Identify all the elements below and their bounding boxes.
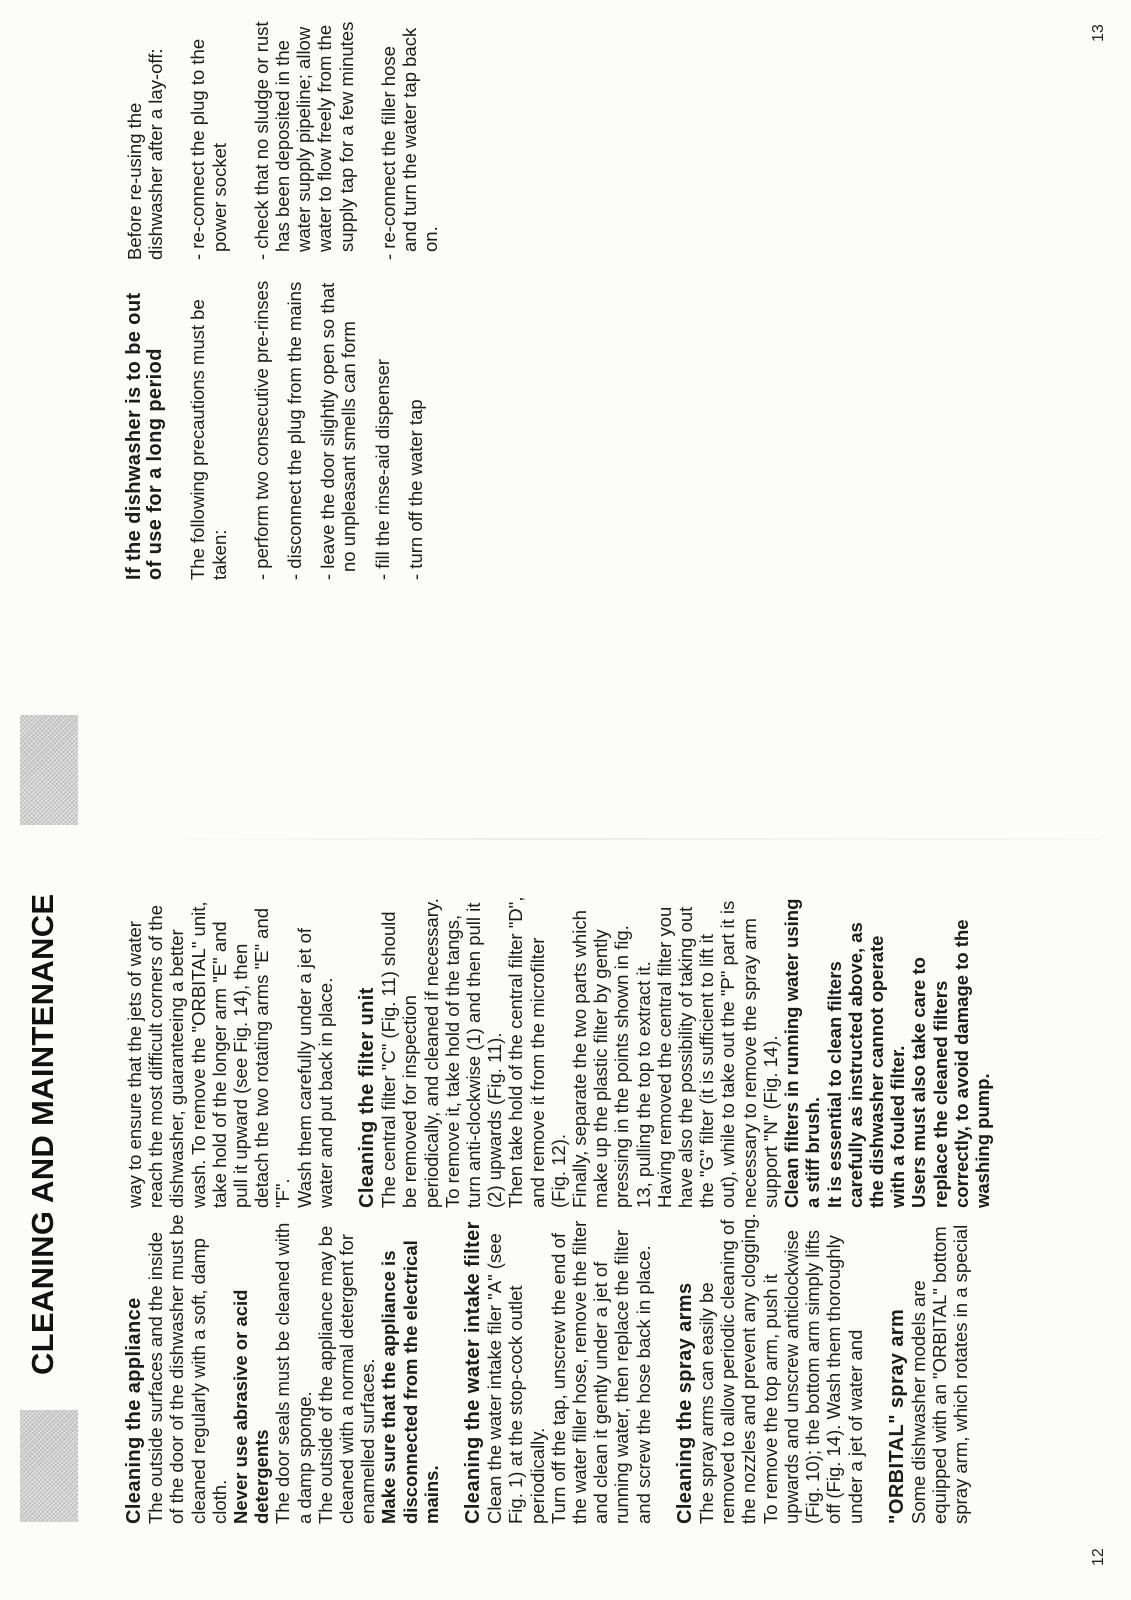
paragraph: To remove it, take hold of the tangs, turn anti-clockwise (1) and then pull it (2) upwards (Fig. 11). [441,902,506,1208]
paragraph: The outside of the appliance may be cleaned with a normal detergent for enamelled surfaces. [314,1225,379,1524]
page-fold [148,838,1098,840]
text-column-storage [124,280,426,580]
spacer [866,1212,887,1524]
spacer [166,280,187,580]
text-column-1 [124,1212,972,1524]
section-heading: Cleaning the appliance [123,1297,145,1524]
paragraph: The central filter "C" (Fig. 11) should be removed for inspection periodically, and cleaned if necessary. [378,898,442,1208]
bold-warning: Clean filters in running water using a stiff brush. [781,898,824,1208]
text-column-reuse [124,20,441,260]
halftone-header-block [20,1410,78,1522]
bullet-item: - re-connect the plug to the power socket [187,38,230,260]
paragraph: The spray arms can easily be removed to allow periodic cleaning of the nozzles and prevent any clogging. To remove the top arm, push it upwards and unscrew anticlockwise (Fig. 10); the bottom arm simply lifts off (Fig. 14). Wash them thoroughly under a jet of water and [696,1213,866,1524]
spacer [272,280,284,580]
bold-warning: It is essential to clean filters carefully as instructed above, as the dishwasher cannot operate with a fouled filter. [823,922,909,1208]
bullet-item: - leave the door slightly open so that no unpleasant smells can form [317,282,360,580]
spacer [166,20,187,260]
bullet-item: - turn off the water tap [404,399,426,580]
text-column-2 [124,896,993,1208]
spacer [230,280,251,580]
bullet-item: - fill the rinse-aid dispenser [371,358,393,580]
bullet-item: - disconnect the plug from the mains [284,281,306,580]
bullet-item: - check that no sludge or rust has been deposited in the water supply pipeline; allow water to flow freely from the supply tap for a few minutes [250,21,357,260]
section-heading: If the dishwasher is to be out of use for a long period [123,292,167,580]
spacer [357,20,378,260]
page-number-right: 13 [1090,24,1107,42]
bold-warning: Users must also take care to replace the cleaned filters correctly, to avoid damage to the washing pump. [908,919,993,1208]
bullet-item: - perform two consecutive pre-rinses [250,280,272,580]
paragraph: Turn off the tap, unscrew the end of the water filler hose, remove the filter and clean it gently under a jet of running water, then replace the filter and screw the hose back in place. [547,1220,654,1524]
spacer [442,1212,463,1524]
paragraph: Having removed the central filter you have also the possibility of taking out the "G" filter (it is sufficient to lift it out), while to take out the "P" part it is necessary to remove the spray arm support "N" (Fig. 14). [653,900,781,1208]
paragraph: Clean the water intake filer "A" (see Fig. 1) at the stop-cock outlet periodically. [484,1233,548,1524]
bullet-item: - re-connect the filler hose and turn the water tap back on. [377,27,442,260]
spacer [336,896,357,1208]
section-heading: Cleaning the filter unit [356,987,379,1208]
paragraph: Some dishwasher models are equipped with an "ORBITAL" bottom spray arm, which rotates in a special [907,1224,972,1524]
paragraph: Before re-using the dishwasher after a lay-off: [124,48,167,260]
section-heading: Cleaning the water intake filter [462,1221,485,1524]
paragraph: Then take hold of the central filter "D", and remove it from the microfilter (Fig. 12). [505,896,569,1208]
spacer [654,1212,675,1524]
bold-warning: Never use abrasive or acid detergents [230,1289,273,1524]
spacer [393,280,405,580]
page-title: CLEANING AND MAINTENANCE [25,893,60,1375]
halftone-header-block [20,715,78,825]
paragraph: The outside surfaces and the inside of the door of the dishwasher must be cleaned regularly with a soft, damp cloth. [145,1214,230,1524]
section-heading: Cleaning the spray arms [673,1282,696,1524]
paragraph: The following precautions must be taken: [187,299,230,580]
spacer [360,280,372,580]
paragraph: The door seals must be cleaned with a damp sponge. [272,1222,315,1524]
paragraph: way to ensure that the jets of water reach the most difficult corners of the dishwasher, guaranteeing a better wash. To remove the "ORBITAL" unit, take hold of the longer arm "E" and pull it upward (see Fig. 14), then detach the two rotating arms "E" and "F". [124,901,294,1208]
bold-warning: Make sure that the appliance is disconnected from the electrical mains. [378,1240,442,1524]
paragraph: Finally, separate the two parts which make up the plastic filter by gently pressing in the points shown in fig. 13, pulling the top to extract it. [569,910,654,1208]
section-heading: "ORBITAL" spray arm [885,1308,908,1524]
paragraph: Wash them carefully under a jet of water and put back in place. [293,927,336,1208]
spacer [230,20,251,260]
spacer [305,280,317,580]
page-number-left: 12 [1090,1548,1107,1566]
